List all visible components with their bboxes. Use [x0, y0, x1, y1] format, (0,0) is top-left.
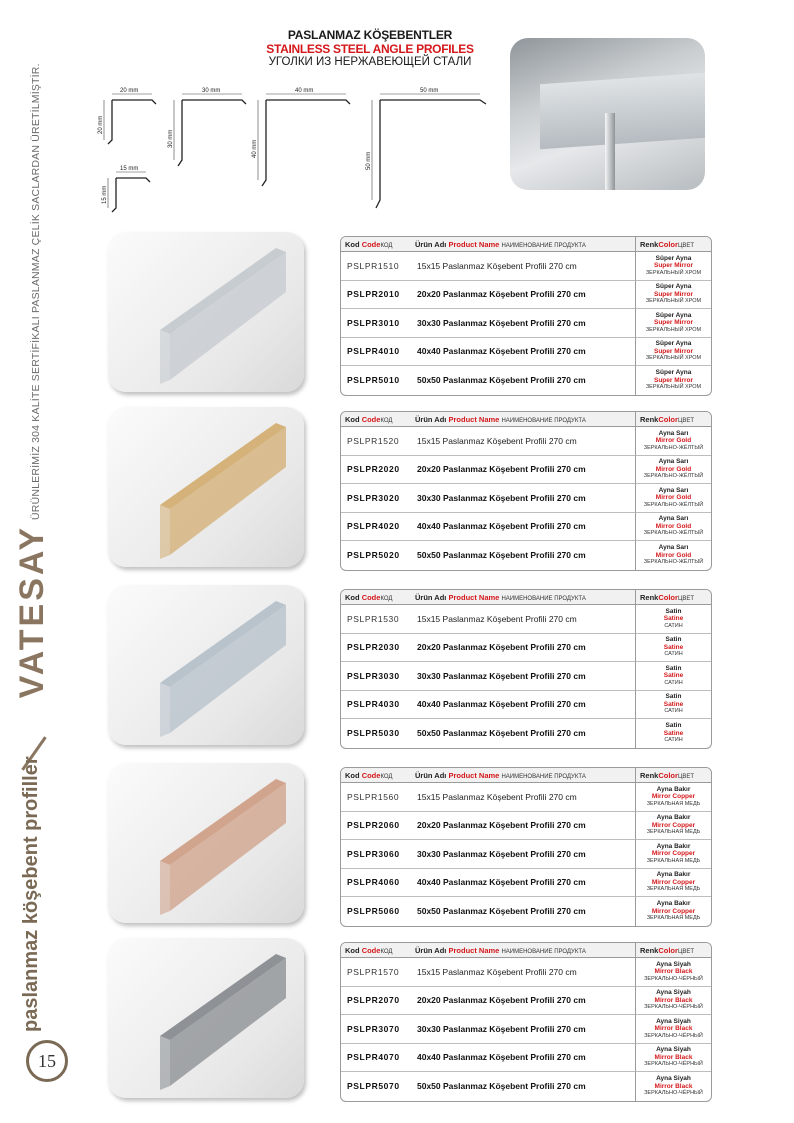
page-header — [250, 28, 490, 68]
color-ru: ЗЕРКАЛЬНАЯ МЕДЬ — [646, 915, 701, 921]
header-code: Kod CodeКОД — [341, 412, 411, 427]
product-code: PSLPR5010 — [347, 375, 400, 386]
product-name: 40x40 Paslanmaz Köşebent Profili 270 cm — [411, 513, 635, 542]
product-code: PSLPR4070 — [341, 1044, 411, 1073]
color-tr: Ayna Siyah — [656, 1017, 691, 1025]
color-ru: ЗЕРКАЛЬНО-ЖЁЛТЫЙ — [643, 444, 704, 451]
product-name: 30x30 Paslanmaz Köşebent Profili 270 cm — [411, 840, 635, 869]
product-table — [340, 942, 712, 1102]
color-en: Satine — [663, 729, 684, 737]
color-ru: САТИН — [664, 708, 683, 714]
dimension-drawings — [90, 82, 510, 222]
dim-20-v: 20 mm — [98, 115, 104, 134]
product-name: 20x20 Paslanmaz Köşebent Profili 270 cm — [411, 987, 635, 1016]
product-name: 20x20 Paslanmaz Köşebent Profili 270 cm — [411, 634, 635, 663]
table-row — [341, 484, 711, 513]
color-en: Super Mirror — [653, 376, 693, 384]
product-name: 20x20 Paslanmaz Köşebent Profili 270 cm — [411, 281, 635, 310]
table-row — [341, 812, 711, 841]
color-ru: ЗЕРКАЛЬНО-ЧЁРНЫЙ — [644, 1032, 703, 1039]
angle-profile-icon — [108, 407, 304, 567]
header-code: Kod CodeКОД — [341, 237, 411, 252]
product-code: PSLPR2060 — [341, 812, 411, 841]
color-tr: Ayna Bakır — [656, 814, 691, 821]
table-row — [341, 252, 711, 281]
color-tr: Ayna Sarı — [658, 458, 689, 465]
color-ru: ЗЕРКАЛЬНЫЙ ХРОМ — [645, 298, 702, 304]
product-name: 50x50 Paslanmaz Köşebent Profili 270 cm — [417, 375, 586, 386]
color-ru: САТИН — [664, 737, 683, 743]
color-ru: ЗЕРКАЛЬНО-ЖЁЛТЫЙ — [643, 559, 704, 565]
color-tr: Ayna Bakır — [656, 785, 691, 793]
product-table — [340, 236, 712, 396]
title-ru: УГОЛКИ ИЗ НЕРЖАВЕЮЩЕЙ СТАЛИ — [268, 56, 472, 68]
color-ru: ЗЕРКАЛЬНАЯ МЕДЬ — [646, 857, 701, 864]
color-tr: Ayna Bakır — [656, 900, 691, 907]
dim-30-v: 30 mm — [168, 129, 174, 148]
header-color: RenkColorЦВЕТ — [635, 590, 711, 605]
photo-profile-edge — [605, 113, 615, 190]
product-code: PSLPR2070 — [341, 987, 411, 1016]
table-row — [341, 309, 711, 338]
color-en: Satine — [663, 672, 684, 679]
product-name: 30x30 Paslanmaz Köşebent Profili 270 cm — [411, 484, 635, 513]
product-code: PSLPR1570 — [341, 958, 411, 987]
color-ru: ЗЕРКАЛЬНЫЙ ХРОМ — [645, 269, 702, 276]
product-color — [635, 634, 711, 663]
table-row — [341, 1044, 711, 1073]
color-en: Mirror Copper — [651, 878, 696, 886]
table-row — [341, 897, 711, 926]
color-ru: ЗЕРКАЛЬНАЯ МЕДЬ — [646, 800, 701, 807]
product-color — [635, 456, 711, 485]
product-name: 15x15 Paslanmaz Köşebent Profili 270 cm — [411, 958, 635, 987]
product-color — [635, 252, 711, 281]
color-ru: ЗЕРКАЛЬНО-ЖЁЛТЫЙ — [643, 501, 704, 508]
product-name: 15x15 Paslanmaz Köşebent Profili 270 cm — [411, 605, 635, 634]
header-product-name: Ürün Adı Product Name НАИМЕНОВАНИЕ ПРОДУКТА — [411, 590, 635, 605]
product-color — [635, 1072, 711, 1101]
color-tr: Ayna Bakır — [656, 871, 691, 878]
product-name: 30x30 Paslanmaz Köşebent Profili 270 cm — [411, 662, 635, 691]
table-row — [341, 605, 711, 634]
table-row — [341, 456, 711, 485]
header-product-name: Ürün Adı Product Name НАИМЕНОВАНИЕ ПРОДУКТА — [411, 768, 635, 783]
table-row — [341, 987, 711, 1016]
color-tr: Ayna Siyah — [656, 1046, 691, 1053]
product-color — [635, 605, 711, 634]
color-tr: Süper Ayna — [655, 311, 692, 319]
table-row — [341, 662, 711, 691]
color-ru: ЗЕРКАЛЬНО-ЧЁРНЫЙ — [644, 1004, 703, 1010]
product-code: PSLPR3020 — [341, 484, 411, 513]
color-en: Mirror Copper — [651, 793, 696, 800]
product-code: PSLPR5060 — [347, 906, 400, 917]
product-color — [635, 869, 711, 898]
product-code: PSLPR2020 — [341, 456, 411, 485]
dim-40-v: 40 mm — [252, 139, 258, 158]
header-code: Kod CodeКОД — [341, 768, 411, 783]
color-tr: Ayna Siyah — [656, 989, 691, 996]
dim-50-v: 50 mm — [366, 151, 372, 170]
product-color — [635, 1015, 711, 1044]
table-row — [341, 1015, 711, 1044]
product-name: 20x20 Paslanmaz Köşebent Profili 270 cm — [411, 456, 635, 485]
dim-50-h: 50 mm — [420, 88, 439, 94]
product-code: PSLPR1530 — [341, 605, 411, 634]
product-color — [635, 662, 711, 691]
color-en: Mirror Copper — [651, 821, 696, 829]
table-header-row — [341, 768, 711, 783]
table-header-row — [341, 412, 711, 427]
angle-profile-icon — [108, 763, 304, 923]
color-tr: Satin — [665, 607, 682, 615]
product-code: PSLPR1510 — [341, 252, 411, 281]
product-table — [340, 589, 712, 749]
color-ru: ЗЕРКАЛЬНЫЙ ХРОМ — [645, 326, 702, 333]
product-table — [340, 411, 712, 571]
color-tr: Ayna Siyah — [656, 960, 691, 968]
color-ru: ЗЕРКАЛЬНЫЙ ХРОМ — [645, 384, 702, 390]
product-color — [635, 484, 711, 513]
product-color — [635, 513, 711, 542]
brand-text: VATESAY — [13, 525, 51, 699]
product-code: PSLPR3030 — [341, 662, 411, 691]
certificate-vertical-text — [30, 20, 44, 520]
table-row — [341, 840, 711, 869]
table-row — [341, 634, 711, 663]
page-number: 15 — [26, 1040, 68, 1082]
product-code: PSLPR4010 — [341, 338, 411, 367]
title-tr: PASLANMAZ KÖŞEBENTLER — [287, 28, 453, 42]
product-code: PSLPR2010 — [341, 281, 411, 310]
color-en: Super Mirror — [653, 319, 693, 326]
product-code: PSLPR5070 — [347, 1081, 400, 1092]
color-tr: Ayna Sarı — [658, 429, 689, 437]
color-en: Mirror Gold — [655, 551, 692, 559]
color-tr: Ayna Bakır — [656, 842, 691, 850]
product-code: PSLPR5020 — [347, 550, 400, 561]
product-name: 40x40 Paslanmaz Köşebent Profili 270 cm — [411, 869, 635, 898]
table-row — [341, 869, 711, 898]
product-color — [635, 541, 711, 570]
dim-30-h: 30 mm — [202, 88, 221, 94]
color-ru: ЗЕРКАЛЬНО-ЧЁРНЫЙ — [644, 975, 703, 982]
brand-vertical — [14, 525, 50, 750]
dim-20-h: 20 mm — [120, 88, 139, 94]
product-color — [635, 366, 711, 395]
product-code: PSLPR4030 — [341, 691, 411, 720]
profile-photo — [108, 763, 304, 923]
profile-photo — [108, 938, 304, 1098]
product-code: PSLPR1520 — [341, 427, 411, 456]
product-name: 30x30 Paslanmaz Köşebent Profili 270 cm — [411, 309, 635, 338]
photo-slab — [540, 72, 705, 150]
table-row — [341, 338, 711, 367]
product-name: 40x40 Paslanmaz Köşebent Profili 270 cm — [411, 338, 635, 367]
color-tr: Satin — [665, 636, 682, 643]
header-color: RenkColorЦВЕТ — [635, 237, 711, 252]
table-header-row — [341, 237, 711, 252]
table-row — [341, 541, 711, 570]
dim-15-h: 15 mm — [120, 166, 139, 172]
dim-40-h: 40 mm — [295, 88, 314, 94]
color-tr: Süper Ayna — [655, 369, 692, 376]
color-ru: САТИН — [664, 679, 683, 686]
color-tr: Satin — [665, 664, 682, 672]
color-tr: Satin — [665, 693, 682, 700]
product-code: PSLPR3010 — [341, 309, 411, 338]
product-name: 50x50 Paslanmaz Köşebent Profili 270 cm — [417, 550, 586, 561]
color-en: Mirror Black — [654, 1053, 693, 1061]
product-name: 50x50 Paslanmaz Köşebent Profili 270 cm — [417, 906, 586, 917]
color-en: Super Mirror — [653, 262, 693, 269]
product-name: 30x30 Paslanmaz Köşebent Profili 270 cm — [411, 1015, 635, 1044]
color-en: Mirror Copper — [651, 907, 696, 915]
header-product-name: Ürün Adı Product Name НАИМЕНОВАНИЕ ПРОДУКТА — [411, 943, 635, 958]
product-color — [635, 987, 711, 1016]
table-row — [341, 513, 711, 542]
product-color — [635, 427, 711, 456]
product-code: PSLPR5030 — [347, 728, 400, 739]
table-header-row — [341, 943, 711, 958]
product-name: 40x40 Paslanmaz Köşebent Profili 270 cm — [411, 1044, 635, 1073]
certificate-text: ÜRÜNLERİMİZ 304 KALİTE SERTİFİKALI PASLANMAZ ÇELİK SACLARDAN ÜRETİLMİŞTİR. — [30, 63, 42, 520]
product-color — [635, 309, 711, 338]
color-en: Satine — [663, 643, 684, 651]
product-color — [635, 958, 711, 987]
product-code: PSLPR2030 — [341, 634, 411, 663]
table-row — [341, 719, 711, 748]
color-ru: САТИН — [664, 622, 683, 629]
header-code: Kod CodeКОД — [341, 590, 411, 605]
product-name: 50x50 Paslanmaz Köşebent Profili 270 cm — [417, 728, 586, 739]
color-en: Super Mirror — [653, 347, 693, 355]
color-en: Satine — [663, 615, 684, 622]
color-ru: ЗЕРКАЛЬНО-ЧЁРНЫЙ — [644, 1061, 703, 1067]
color-tr: Ayna Sarı — [658, 486, 689, 494]
color-en: Mirror Gold — [655, 437, 692, 444]
table-row — [341, 783, 711, 812]
product-code: PSLPR3070 — [341, 1015, 411, 1044]
color-en: Super Mirror — [653, 290, 693, 298]
product-name: 50x50 Paslanmaz Köşebent Profili 270 cm — [417, 1081, 586, 1092]
product-name: 15x15 Paslanmaz Köşebent Profili 270 cm — [411, 252, 635, 281]
color-tr: Süper Ayna — [655, 283, 692, 290]
color-tr: Süper Ayna — [655, 340, 692, 347]
color-tr: Süper Ayna — [655, 254, 692, 262]
header-code: Kod CodeКОД — [341, 943, 411, 958]
category-text: paslanmaz köşebent profiller — [20, 756, 42, 1032]
product-code: PSLPR4020 — [341, 513, 411, 542]
header-product-name: Ürün Adı Product Name НАИМЕНОВАНИЕ ПРОДУКТА — [411, 412, 635, 427]
angle-profile-icon — [108, 232, 304, 392]
color-en: Mirror Gold — [655, 465, 692, 473]
color-ru: ЗЕРКАЛЬНО-ЧЁРНЫЙ — [644, 1090, 703, 1096]
color-tr: Satin — [665, 722, 682, 729]
product-color — [635, 897, 711, 926]
color-en: Mirror Gold — [655, 494, 692, 501]
color-ru: САТИН — [664, 651, 683, 657]
product-color — [635, 1044, 711, 1073]
color-en: Mirror Gold — [655, 522, 692, 530]
product-color — [635, 281, 711, 310]
product-code: PSLPR1560 — [341, 783, 411, 812]
product-name: 40x40 Paslanmaz Köşebent Profili 270 cm — [411, 691, 635, 720]
product-name: 20x20 Paslanmaz Köşebent Profili 270 cm — [411, 812, 635, 841]
product-code: PSLPR3060 — [341, 840, 411, 869]
angle-profile-icon — [108, 938, 304, 1098]
corner-photo — [510, 38, 705, 190]
color-en: Mirror Black — [654, 1025, 693, 1032]
color-ru: ЗЕРКАЛЬНАЯ МЕДЬ — [646, 886, 701, 892]
product-name: 15x15 Paslanmaz Köşebent Profili 270 cm — [411, 783, 635, 812]
color-en: Mirror Black — [654, 1082, 693, 1090]
product-table — [340, 767, 712, 927]
color-en: Satine — [663, 700, 684, 708]
product-color — [635, 783, 711, 812]
color-ru: ЗЕРКАЛЬНО-ЖЁЛТЫЙ — [643, 530, 704, 536]
profile-photo — [108, 232, 304, 392]
product-name: 15x15 Paslanmaz Köşebent Profili 270 cm — [411, 427, 635, 456]
product-color — [635, 812, 711, 841]
title-en: STAINLESS STEEL ANGLE PROFILES — [266, 42, 474, 56]
product-color — [635, 691, 711, 720]
dim-15-v: 15 mm — [102, 185, 108, 204]
color-tr: Ayna Sarı — [658, 515, 689, 522]
table-row — [341, 691, 711, 720]
color-en: Mirror Copper — [651, 850, 696, 857]
header-color: RenkColorЦВЕТ — [635, 412, 711, 427]
table-row — [341, 281, 711, 310]
color-tr: Ayna Siyah — [656, 1075, 691, 1082]
color-tr: Ayna Sarı — [658, 544, 689, 551]
color-en: Mirror Black — [654, 968, 693, 975]
table-row — [341, 958, 711, 987]
category-vertical — [14, 756, 50, 1032]
profile-photo — [108, 407, 304, 567]
color-en: Mirror Black — [654, 996, 693, 1004]
product-code: PSLPR4060 — [341, 869, 411, 898]
header-color: RenkColorЦВЕТ — [635, 768, 711, 783]
table-row — [341, 366, 711, 395]
table-row — [341, 1072, 711, 1101]
header-product-name: Ürün Adı Product Name НАИМЕНОВАНИЕ ПРОДУКТА — [411, 237, 635, 252]
header-color: RenkColorЦВЕТ — [635, 943, 711, 958]
color-ru: ЗЕРКАЛЬНАЯ МЕДЬ — [646, 829, 701, 835]
product-color — [635, 719, 711, 748]
table-row — [341, 427, 711, 456]
color-ru: ЗЕРКАЛЬНО-ЖЁЛТЫЙ — [643, 473, 704, 479]
angle-profile-icon — [108, 585, 304, 745]
product-color — [635, 338, 711, 367]
color-ru: ЗЕРКАЛЬНЫЙ ХРОМ — [645, 355, 702, 361]
product-color — [635, 840, 711, 869]
profile-photo — [108, 585, 304, 745]
table-header-row — [341, 590, 711, 605]
